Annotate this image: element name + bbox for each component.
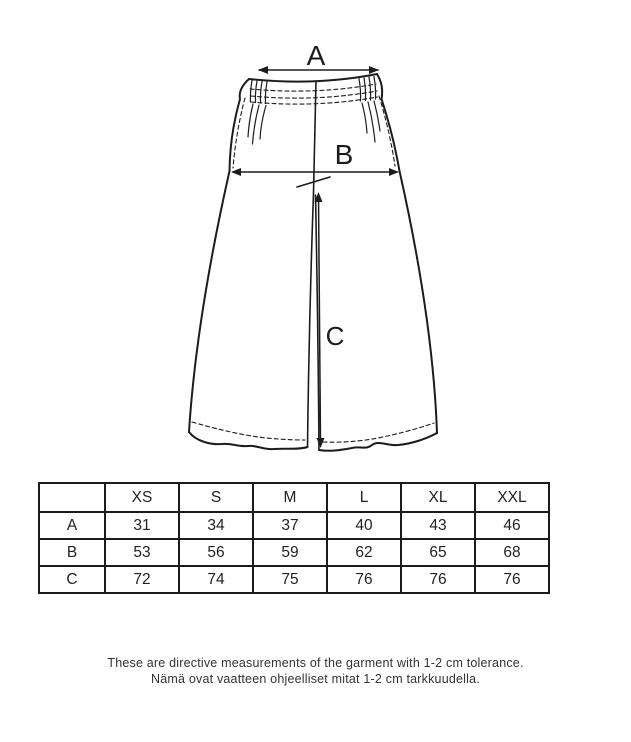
measurement-label-c: C [325, 321, 345, 351]
hip-dash-right [379, 96, 395, 166]
value-b-m: 59 [253, 539, 327, 566]
row-label-c: C [39, 566, 105, 593]
table-row-b [39, 539, 549, 566]
size-column-xl: XL [401, 483, 475, 512]
value-b-xs: 53 [105, 539, 179, 566]
size-column-l: L [327, 483, 401, 512]
tolerance-note-fi: Nämä ovat vaatteen ohjeelliset mitat 1-2 cm tarkkuudella. [151, 671, 480, 686]
table-row-a [39, 512, 549, 539]
value-a-xxl: 46 [475, 512, 549, 539]
value-b-xxl: 68 [475, 539, 549, 566]
value-a-xl: 43 [401, 512, 475, 539]
size-column-m: M [253, 483, 327, 512]
value-a-l: 40 [327, 512, 401, 539]
width-arrow-b [231, 168, 399, 176]
left-leg-inner-edge [308, 193, 314, 447]
value-c-s: 74 [179, 566, 253, 593]
size-column-xs: XS [105, 483, 179, 512]
value-c-xl: 76 [401, 566, 475, 593]
size-column-s: S [179, 483, 253, 512]
garment-technical-drawing [150, 30, 470, 465]
right-side-seam [377, 74, 437, 433]
value-a-xs: 31 [105, 512, 179, 539]
size-table [38, 482, 550, 594]
measurement-label-a: A [306, 40, 326, 71]
row-label-a: A [39, 512, 105, 539]
row-label-b: B [39, 539, 105, 566]
size-table-corner-cell [39, 483, 105, 512]
waistband-stitch-lines [250, 84, 378, 104]
tolerance-note-en: These are directive measurements of the garment with 1-2 cm tolerance. [107, 656, 524, 670]
value-c-xxl: 76 [475, 566, 549, 593]
value-c-m: 75 [253, 566, 327, 593]
value-a-m: 37 [253, 512, 327, 539]
waist-top-edge [249, 74, 377, 82]
value-c-l: 76 [327, 566, 401, 593]
size-column-xxl: XXL [475, 483, 549, 512]
value-b-l: 62 [327, 539, 401, 566]
size-table-header-row [39, 483, 549, 512]
value-a-s: 34 [179, 512, 253, 539]
table-row-c [39, 566, 549, 593]
measurement-label-b: B [334, 139, 354, 170]
value-b-s: 56 [179, 539, 253, 566]
left-side-seam [189, 79, 249, 432]
hem-stitch-left [192, 422, 305, 440]
value-c-xs: 72 [105, 566, 179, 593]
hip-dash-left [233, 98, 245, 168]
tolerance-note [0, 656, 631, 687]
hem-stitch-right [323, 423, 434, 442]
value-b-xl: 65 [401, 539, 475, 566]
left-hem [189, 432, 308, 449]
